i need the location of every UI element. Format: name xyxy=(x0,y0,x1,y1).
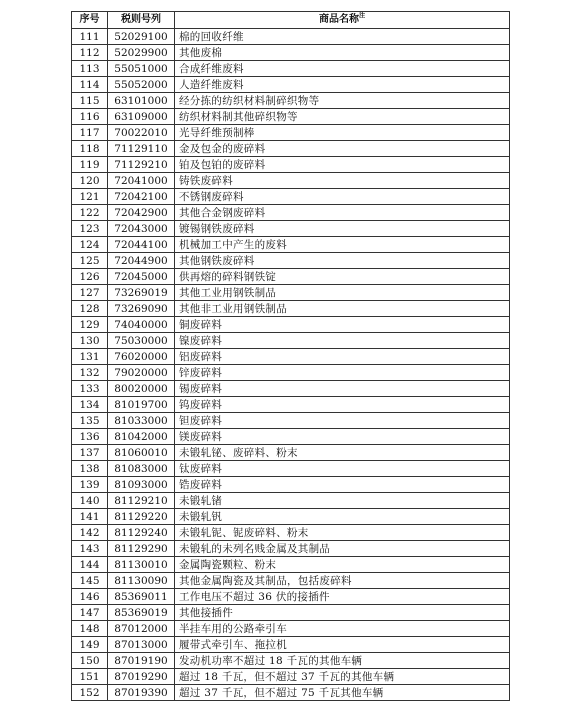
table-row xyxy=(72,621,510,637)
cell-tariff-code: 75030000 xyxy=(108,333,175,349)
cell-tariff-code: 73269019 xyxy=(108,285,175,301)
cell-serial-number: 116 xyxy=(72,109,108,125)
table-row xyxy=(72,269,510,285)
cell-tariff-code: 73269090 xyxy=(108,301,175,317)
cell-serial-number: 120 xyxy=(72,173,108,189)
cell-serial-number: 112 xyxy=(72,45,108,61)
cell-product-name: 铜废碎料 xyxy=(175,317,510,333)
cell-serial-number: 132 xyxy=(72,365,108,381)
cell-product-name: 铂及包铂的废碎料 xyxy=(175,157,510,173)
cell-product-name: 棉的回收纤维 xyxy=(175,29,510,45)
cell-product-name: 锡废碎料 xyxy=(175,381,510,397)
cell-product-name: 镍废碎料 xyxy=(175,333,510,349)
cell-serial-number: 152 xyxy=(72,685,108,701)
cell-tariff-code: 72042900 xyxy=(108,205,175,221)
cell-tariff-code: 81042000 xyxy=(108,429,175,445)
cell-tariff-code: 81019700 xyxy=(108,397,175,413)
cell-tariff-code: 72041000 xyxy=(108,173,175,189)
table-row xyxy=(72,141,510,157)
table-row xyxy=(72,253,510,269)
cell-product-name: 半挂车用的公路牵引车 xyxy=(175,621,510,637)
cell-serial-number: 131 xyxy=(72,349,108,365)
table-row xyxy=(72,157,510,173)
cell-product-name: 纺织材料制其他碎织物等 xyxy=(175,109,510,125)
table-row xyxy=(72,413,510,429)
table-row xyxy=(72,125,510,141)
cell-product-name: 机械加工中产生的废料 xyxy=(175,237,510,253)
table-row xyxy=(72,573,510,589)
table-row xyxy=(72,61,510,77)
cell-tariff-code: 85369019 xyxy=(108,605,175,621)
table-row xyxy=(72,605,510,621)
cell-serial-number: 124 xyxy=(72,237,108,253)
cell-tariff-code: 87019390 xyxy=(108,685,175,701)
table-header-row xyxy=(72,12,510,29)
cell-tariff-code: 81130010 xyxy=(108,557,175,573)
cell-serial-number: 143 xyxy=(72,541,108,557)
cell-serial-number: 150 xyxy=(72,653,108,669)
cell-product-name: 铸铁废碎料 xyxy=(175,173,510,189)
cell-tariff-code: 81083000 xyxy=(108,461,175,477)
table-row xyxy=(72,189,510,205)
table-row xyxy=(72,685,510,701)
table-row xyxy=(72,333,510,349)
table-row xyxy=(72,445,510,461)
table-row xyxy=(72,93,510,109)
cell-tariff-code: 72042100 xyxy=(108,189,175,205)
cell-serial-number: 141 xyxy=(72,509,108,525)
cell-tariff-code: 71129110 xyxy=(108,141,175,157)
cell-tariff-code: 72044900 xyxy=(108,253,175,269)
cell-product-name: 其他接插件 xyxy=(175,605,510,621)
cell-tariff-code: 55052000 xyxy=(108,77,175,93)
cell-serial-number: 140 xyxy=(72,493,108,509)
table-row xyxy=(72,589,510,605)
table-row xyxy=(72,45,510,61)
product-table xyxy=(71,11,510,701)
cell-serial-number: 144 xyxy=(72,557,108,573)
header-serial-number: 序号 xyxy=(72,12,108,29)
header-tariff-code: 税则号列 xyxy=(108,12,175,29)
table-row xyxy=(72,429,510,445)
cell-serial-number: 126 xyxy=(72,269,108,285)
table-row xyxy=(72,365,510,381)
cell-serial-number: 117 xyxy=(72,125,108,141)
cell-tariff-code: 76020000 xyxy=(108,349,175,365)
cell-serial-number: 129 xyxy=(72,317,108,333)
cell-product-name: 未锻轧铋、废碎料、粉末 xyxy=(175,445,510,461)
cell-tariff-code: 87019290 xyxy=(108,669,175,685)
header-product-name xyxy=(175,12,510,29)
header-note-mark: 注 xyxy=(358,12,365,20)
cell-serial-number: 149 xyxy=(72,637,108,653)
table-row xyxy=(72,29,510,45)
cell-product-name: 合成纤维废料 xyxy=(175,61,510,77)
table-row xyxy=(72,493,510,509)
cell-product-name: 其他金属陶瓷及其制品，包括废碎料 xyxy=(175,573,510,589)
cell-product-name: 超过 37 千瓦，但不超过 75 千瓦其他车辆 xyxy=(175,685,510,701)
cell-tariff-code: 74040000 xyxy=(108,317,175,333)
cell-tariff-code: 72044100 xyxy=(108,237,175,253)
cell-serial-number: 136 xyxy=(72,429,108,445)
cell-product-name: 钽废碎料 xyxy=(175,413,510,429)
cell-serial-number: 151 xyxy=(72,669,108,685)
cell-serial-number: 127 xyxy=(72,285,108,301)
table-row xyxy=(72,173,510,189)
cell-serial-number: 134 xyxy=(72,397,108,413)
cell-serial-number: 130 xyxy=(72,333,108,349)
cell-serial-number: 122 xyxy=(72,205,108,221)
cell-product-name: 履带式牵引车、拖拉机 xyxy=(175,637,510,653)
cell-product-name: 镀锡钢铁废碎料 xyxy=(175,221,510,237)
cell-serial-number: 123 xyxy=(72,221,108,237)
cell-product-name: 其他废棉 xyxy=(175,45,510,61)
cell-product-name: 其他非工业用钢铁制品 xyxy=(175,301,510,317)
cell-tariff-code: 81060010 xyxy=(108,445,175,461)
cell-serial-number: 145 xyxy=(72,573,108,589)
cell-serial-number: 118 xyxy=(72,141,108,157)
cell-tariff-code: 85369011 xyxy=(108,589,175,605)
table-row xyxy=(72,237,510,253)
cell-product-name: 光导纤维预制棒 xyxy=(175,125,510,141)
cell-product-name: 发动机功率不超过 18 千瓦的其他车辆 xyxy=(175,653,510,669)
cell-serial-number: 146 xyxy=(72,589,108,605)
table-row xyxy=(72,637,510,653)
cell-product-name: 钨废碎料 xyxy=(175,397,510,413)
table-body xyxy=(72,29,510,701)
cell-serial-number: 114 xyxy=(72,77,108,93)
cell-tariff-code: 81129240 xyxy=(108,525,175,541)
cell-product-name: 锌废碎料 xyxy=(175,365,510,381)
table-row xyxy=(72,541,510,557)
cell-serial-number: 125 xyxy=(72,253,108,269)
cell-product-name: 人造纤维废料 xyxy=(175,77,510,93)
cell-tariff-code: 81129220 xyxy=(108,509,175,525)
cell-serial-number: 113 xyxy=(72,61,108,77)
cell-serial-number: 137 xyxy=(72,445,108,461)
cell-serial-number: 133 xyxy=(72,381,108,397)
cell-tariff-code: 70022010 xyxy=(108,125,175,141)
cell-product-name: 其他工业用钢铁制品 xyxy=(175,285,510,301)
table-row xyxy=(72,285,510,301)
cell-product-name: 金属陶瓷颗粒、粉末 xyxy=(175,557,510,573)
cell-tariff-code: 52029900 xyxy=(108,45,175,61)
table-row xyxy=(72,461,510,477)
header-product-name-label: 商品名称 xyxy=(318,14,359,25)
table-row xyxy=(72,477,510,493)
cell-product-name: 未锻轧铌、铌废碎料、粉末 xyxy=(175,525,510,541)
table-row xyxy=(72,205,510,221)
table-row xyxy=(72,525,510,541)
cell-product-name: 镁废碎料 xyxy=(175,429,510,445)
cell-product-name: 铝废碎料 xyxy=(175,349,510,365)
cell-tariff-code: 63109000 xyxy=(108,109,175,125)
table-row xyxy=(72,77,510,93)
cell-product-name: 供再熔的碎料钢铁锭 xyxy=(175,269,510,285)
cell-serial-number: 138 xyxy=(72,461,108,477)
table-row xyxy=(72,509,510,525)
cell-tariff-code: 72043000 xyxy=(108,221,175,237)
cell-tariff-code: 55051000 xyxy=(108,61,175,77)
table-row xyxy=(72,221,510,237)
cell-product-name: 未锻轧钒 xyxy=(175,509,510,525)
table-row xyxy=(72,397,510,413)
cell-serial-number: 142 xyxy=(72,525,108,541)
cell-tariff-code: 87012000 xyxy=(108,621,175,637)
cell-tariff-code: 71129210 xyxy=(108,157,175,173)
cell-serial-number: 135 xyxy=(72,413,108,429)
table-row xyxy=(72,301,510,317)
cell-product-name: 未锻轧的未列名贱金属及其制品 xyxy=(175,541,510,557)
cell-serial-number: 111 xyxy=(72,29,108,45)
cell-serial-number: 119 xyxy=(72,157,108,173)
cell-serial-number: 128 xyxy=(72,301,108,317)
cell-product-name: 金及包金的废碎料 xyxy=(175,141,510,157)
cell-tariff-code: 81130090 xyxy=(108,573,175,589)
cell-tariff-code: 81033000 xyxy=(108,413,175,429)
cell-tariff-code: 87019190 xyxy=(108,653,175,669)
cell-product-name: 经分拣的纺织材料制碎织物等 xyxy=(175,93,510,109)
cell-tariff-code: 81093000 xyxy=(108,477,175,493)
cell-product-name: 超过 18 千瓦，但不超过 37 千瓦的其他车辆 xyxy=(175,669,510,685)
cell-product-name: 工作电压不超过 36 伏的接插件 xyxy=(175,589,510,605)
cell-tariff-code: 63101000 xyxy=(108,93,175,109)
cell-product-name: 钛废碎料 xyxy=(175,461,510,477)
cell-product-name: 锆废碎料 xyxy=(175,477,510,493)
cell-product-name: 未锻轧锗 xyxy=(175,493,510,509)
cell-tariff-code: 52029100 xyxy=(108,29,175,45)
cell-tariff-code: 80020000 xyxy=(108,381,175,397)
table-row xyxy=(72,653,510,669)
cell-tariff-code: 81129210 xyxy=(108,493,175,509)
table-row xyxy=(72,349,510,365)
cell-product-name: 其他合金钢废碎料 xyxy=(175,205,510,221)
cell-product-name: 其他钢铁废碎料 xyxy=(175,253,510,269)
cell-serial-number: 148 xyxy=(72,621,108,637)
table-row xyxy=(72,109,510,125)
cell-serial-number: 147 xyxy=(72,605,108,621)
cell-tariff-code: 87013000 xyxy=(108,637,175,653)
table-row xyxy=(72,669,510,685)
table-row xyxy=(72,317,510,333)
cell-tariff-code: 81129290 xyxy=(108,541,175,557)
cell-serial-number: 115 xyxy=(72,93,108,109)
table-row xyxy=(72,557,510,573)
cell-serial-number: 121 xyxy=(72,189,108,205)
cell-product-name: 不锈钢废碎料 xyxy=(175,189,510,205)
cell-serial-number: 139 xyxy=(72,477,108,493)
table-row xyxy=(72,381,510,397)
cell-tariff-code: 72045000 xyxy=(108,269,175,285)
cell-tariff-code: 79020000 xyxy=(108,365,175,381)
